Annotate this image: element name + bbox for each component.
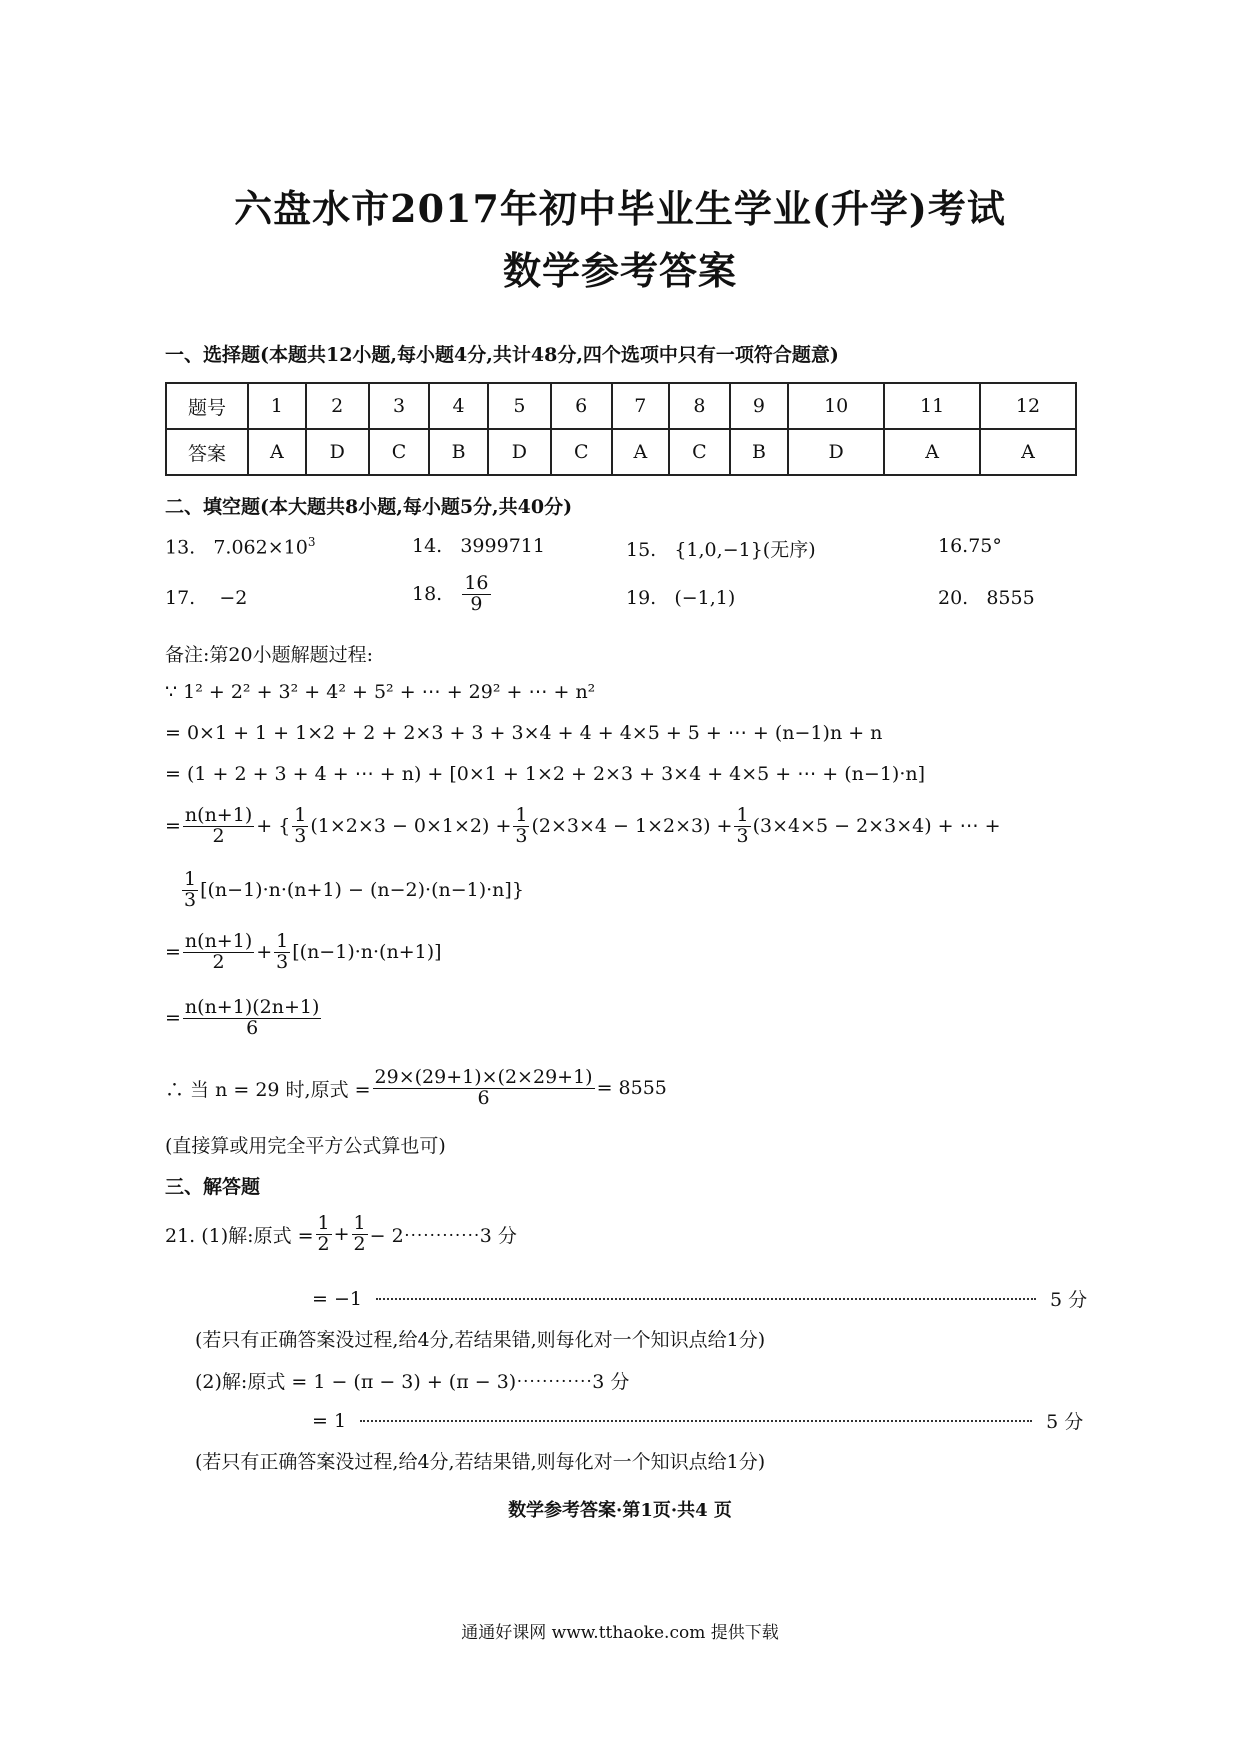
- item-number: 14.: [412, 535, 443, 557]
- q21-part2-result: [312, 1407, 1083, 1434]
- fill-item-17: [165, 587, 247, 609]
- note-line-7: = $\frac{n(n+1)(2n+1)}{6}$: [165, 996, 320, 1039]
- note-line-4: = $\frac{n(n+1)}{2}$ + { $\frac{1}{3}$ (1×2×3 − 0×1×2) + $\frac{1}{3}$ (2×3×4 − 1×2×3) + $\frac{1}{3}$ (3×4×5 − 2×3×4) + ⋯ +: [165, 804, 1001, 847]
- table-cell: B: [429, 429, 487, 475]
- item-answer: 7.062×10: [213, 536, 308, 559]
- page-title: 六盘水市2017年初中毕业生学业(升学)考试: [234, 186, 1006, 231]
- fraction-denominator: 2: [212, 950, 225, 973]
- fraction-numerator: n(n+1): [184, 930, 253, 952]
- q21-part1: 21. (1)解:原式 = $\frac{1}{2}$ + $\frac{1}{2}$ − 2⋯⋯⋯⋯3 分: [165, 1212, 517, 1255]
- table-cell: A: [248, 429, 306, 475]
- fraction-numerator: 1: [294, 804, 307, 826]
- note-line-3: = (1 + 2 + 3 + 4 + ⋯ + n) + [0×1 + 1×2 + 2×3 + 3×4 + 4×5 + ⋯ + (n−1)·n]: [165, 763, 926, 785]
- q21-part1-result: [312, 1285, 1087, 1312]
- fraction-denominator: 2: [317, 1232, 330, 1255]
- fraction-denominator: 2: [212, 824, 225, 847]
- fraction-denominator: 6: [246, 1016, 259, 1039]
- math-text: [(n−1)·n·(n+1) − (n−2)·(n−1)·n]}: [200, 879, 524, 902]
- fraction-numerator: 1: [353, 1212, 366, 1234]
- math-text: = 8555: [596, 1077, 667, 1100]
- table-cell: C: [551, 429, 612, 475]
- page-subtitle: 数学参考答案: [502, 248, 737, 293]
- answer-table: [165, 382, 1077, 476]
- fraction-numerator: 1: [317, 1212, 330, 1234]
- leader-dots: [376, 1297, 1036, 1300]
- item-number: 17.: [165, 587, 196, 609]
- fraction: [373, 1068, 595, 1109]
- math-text: = 1: [312, 1409, 347, 1432]
- row-label: 答案: [166, 429, 248, 475]
- fraction: [734, 806, 750, 847]
- fraction: [274, 932, 290, 973]
- table-cell: 6: [551, 383, 612, 429]
- math-text: + {: [256, 815, 291, 838]
- item-answer: (−1,1): [674, 587, 736, 609]
- math-text: ∴ 当 n = 29 时,原式 =: [165, 1078, 371, 1101]
- section1-heading: 一、选择题(本题共12小题,每小题4分,共计48分,四个选项中只有一项符合题意): [165, 344, 839, 366]
- fraction-numerator: 1: [184, 868, 197, 890]
- math-text: (3×4×5 − 2×3×4) + ⋯ +: [752, 815, 1001, 838]
- item-number: 19.: [626, 587, 657, 609]
- table-cell: A: [884, 429, 980, 475]
- table-cell: C: [369, 429, 430, 475]
- item-answer: 75°: [968, 535, 1002, 557]
- table-cell: 11: [884, 383, 980, 429]
- fraction: [183, 998, 321, 1039]
- fraction-denominator: 2: [353, 1232, 366, 1255]
- table-cell: C: [669, 429, 730, 475]
- item-answer: {1,0,−1}(无序): [674, 539, 816, 561]
- table-cell: D: [488, 429, 551, 475]
- table-cell: D: [788, 429, 884, 475]
- fraction: [292, 806, 308, 847]
- note-line-2: = 0×1 + 1 + 1×2 + 2 + 2×3 + 3 + 3×4 + 4 + 4×5 + 5 + ⋯ + (n−1)n + n: [165, 722, 883, 744]
- note-line-8: [165, 1068, 667, 1109]
- fraction-numerator: 29×(29+1)×(2×29+1): [374, 1066, 593, 1088]
- q21-remark-2: (若只有正确答案没过程,给4分,若结果错,则每化对一个知识点给1分): [195, 1451, 766, 1473]
- fraction-denominator: 9: [470, 592, 483, 615]
- fraction-denominator: 3: [515, 824, 528, 847]
- item-answer: 3999711: [460, 535, 545, 557]
- q21-remark-1: (若只有正确答案没过程,给4分,若结果错,则每化对一个知识点给1分): [195, 1329, 766, 1351]
- table-cell: 4: [429, 383, 487, 429]
- site-footer: 通通好课网 www.tthaoke.com 提供下载: [461, 1623, 779, 1643]
- table-cell: 7: [612, 383, 670, 429]
- fraction-denominator: 6: [477, 1086, 490, 1109]
- fill-item-20: [938, 587, 1035, 609]
- math-text: = −1: [312, 1287, 362, 1310]
- table-cell: 12: [980, 383, 1076, 429]
- table-row-answers: [166, 429, 1076, 475]
- item-number: 18.: [412, 583, 443, 606]
- fraction: [183, 932, 254, 973]
- fill-item-13: [165, 535, 315, 558]
- fraction-numerator: 1: [276, 930, 289, 952]
- item-number: 16.: [938, 535, 969, 557]
- fraction: [316, 1214, 332, 1255]
- item-number: 13.: [165, 536, 196, 559]
- math-text: − 2⋯⋯⋯⋯3 分: [369, 1224, 517, 1247]
- fill-item-18: [412, 574, 493, 615]
- fraction-numerator: n(n+1)(2n+1): [184, 996, 320, 1018]
- fraction-denominator: 3: [294, 824, 307, 847]
- note-line-6: = $\frac{n(n+1)}{2}$ + $\frac{1}{3}$ [(n−1)·n·(n+1)]: [165, 930, 442, 973]
- table-cell: 10: [788, 383, 884, 429]
- table-cell: 9: [730, 383, 788, 429]
- fraction-denominator: 3: [736, 824, 749, 847]
- table-cell: B: [730, 429, 788, 475]
- fill-item-19: [626, 587, 735, 609]
- fraction-numerator: n(n+1): [184, 804, 253, 826]
- table-cell: A: [980, 429, 1076, 475]
- math-text: 21. (1)解:原式 =: [165, 1224, 314, 1247]
- fraction-numerator: 1: [515, 804, 528, 826]
- q21-part2: (2)解:原式 = 1 − (π − 3) + (π − 3)⋯⋯⋯⋯3 分: [195, 1371, 630, 1393]
- fraction-denominator: 3: [184, 888, 197, 911]
- note-line-9: (直接算或用完全平方公式算也可): [165, 1135, 446, 1157]
- section3-heading: 三、解答题: [165, 1176, 261, 1198]
- note-line-1: ∵ 1² + 2² + 3² + 4² + 5² + ⋯ + 29² + ⋯ + n²: [165, 681, 596, 703]
- fraction-numerator: 1: [736, 804, 749, 826]
- table-cell: 3: [369, 383, 430, 429]
- fraction-denominator: 3: [276, 950, 289, 973]
- table-cell: 8: [669, 383, 730, 429]
- math-text: (1×2×3 − 0×1×2) +: [310, 815, 512, 838]
- answer-fraction: [462, 574, 490, 615]
- table-cell: 1: [248, 383, 306, 429]
- note-heading: 备注:第20小题解题过程:: [165, 644, 373, 666]
- row-label: 题号: [166, 383, 248, 429]
- item-exponent: 3: [307, 535, 316, 549]
- table-cell: 5: [488, 383, 551, 429]
- fraction: [513, 806, 529, 847]
- score-label: 5 分: [1049, 1289, 1088, 1311]
- table-row-numbers: [166, 383, 1076, 429]
- fraction: [183, 806, 254, 847]
- item-number: 20.: [938, 587, 969, 609]
- item-answer: −2: [219, 587, 248, 609]
- fill-item-14: [412, 535, 545, 557]
- leader-dots: [360, 1419, 1032, 1422]
- fraction: [182, 870, 198, 911]
- section2-heading: 二、填空题(本大题共8小题,每小题5分,共40分): [165, 496, 573, 518]
- fraction-numerator: 16: [464, 572, 489, 594]
- math-text: (2×3×4 − 1×2×3) +: [531, 815, 733, 838]
- item-answer: 8555: [986, 587, 1035, 609]
- page-footer: 数学参考答案·第1页·共4 页: [508, 1500, 732, 1521]
- fill-item-15: [626, 535, 816, 562]
- note-line-5: [180, 870, 524, 911]
- table-cell: A: [612, 429, 670, 475]
- table-cell: 2: [306, 383, 369, 429]
- fraction: [352, 1214, 368, 1255]
- fill-item-16: [938, 535, 1002, 557]
- table-cell: D: [306, 429, 369, 475]
- score-label: 5 分: [1046, 1411, 1084, 1433]
- item-number: 15.: [626, 539, 657, 561]
- math-text: [(n−1)·n·(n+1)]: [292, 941, 442, 964]
